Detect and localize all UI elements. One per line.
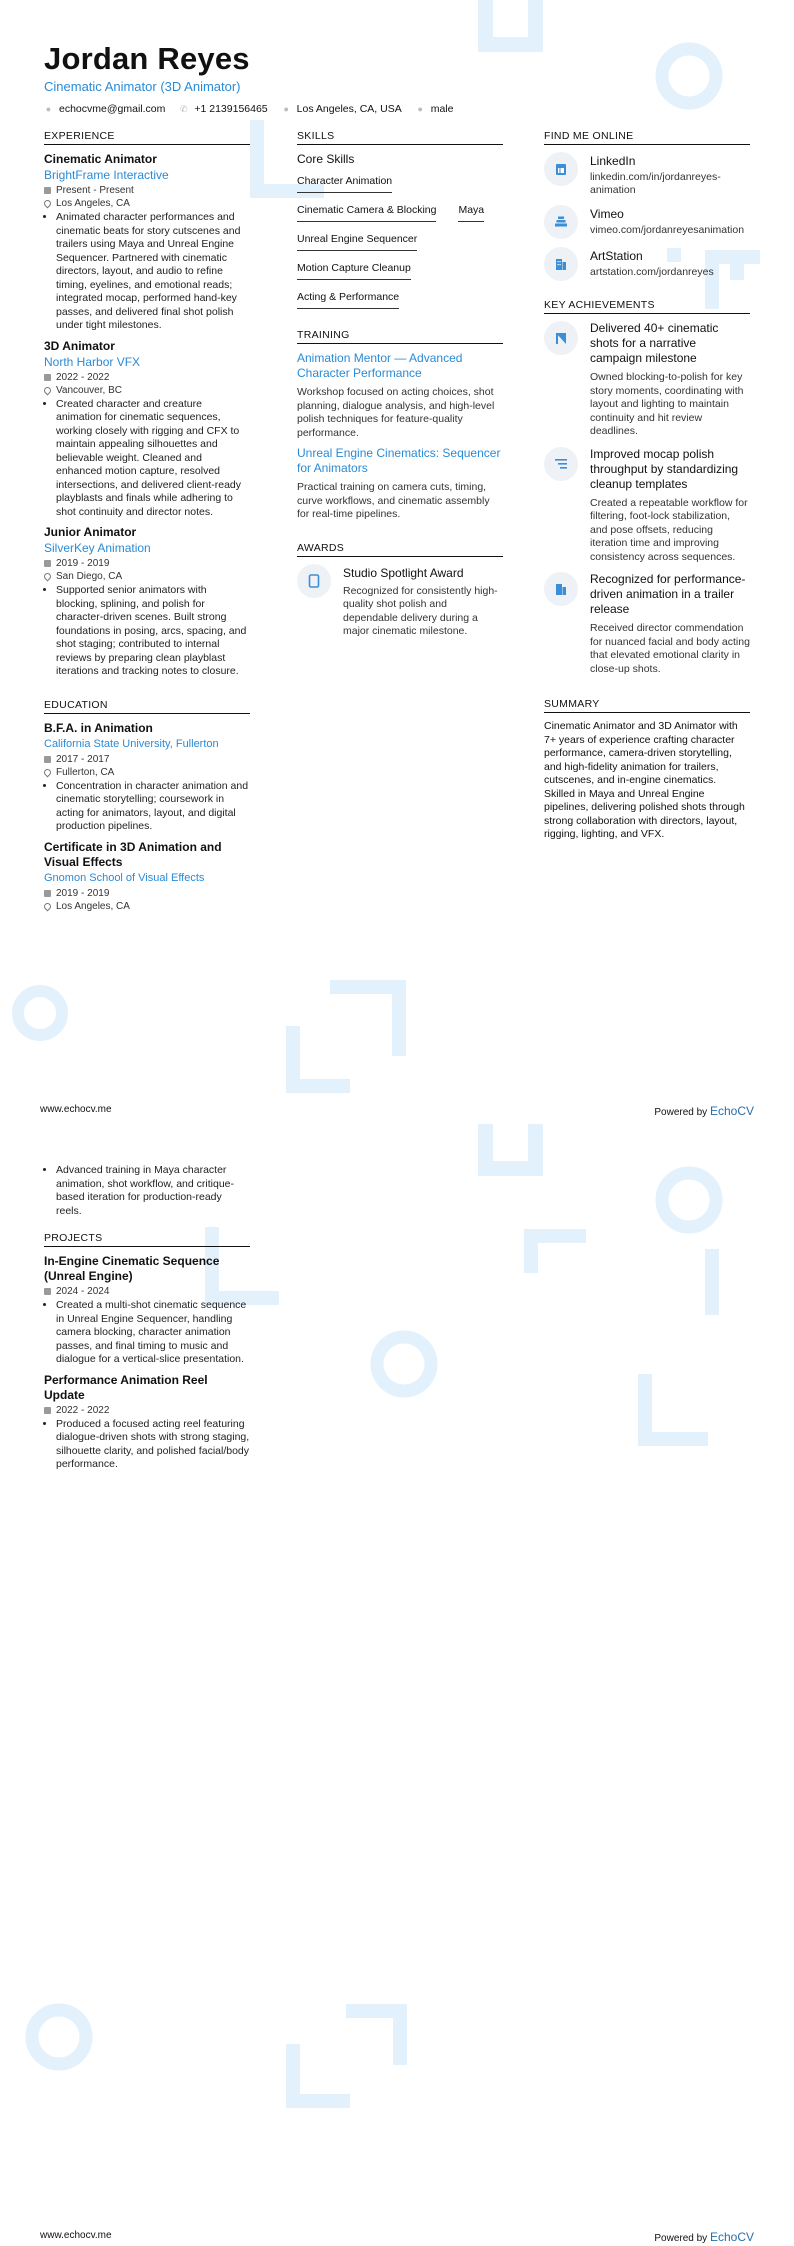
job-title: 3D Animator <box>44 338 115 353</box>
online-name: LinkedIn <box>590 154 636 168</box>
job-location <box>44 198 250 209</box>
artstation-icon <box>544 247 578 281</box>
middle-column <box>297 130 503 639</box>
contact-email[interactable] <box>44 103 165 115</box>
section-title-training: TRAINING <box>297 329 503 344</box>
online-name: Vimeo <box>590 207 624 221</box>
school-name: California State University, Fullerton <box>44 737 219 750</box>
footer-site-link[interactable]: www.echocv.me <box>40 2230 112 2241</box>
project-dates <box>44 1405 250 1416</box>
location-pin-icon <box>43 199 53 209</box>
job-bullet: • Supported senior animators with blocking, splining, and polish for character-driven scenes. Built strong foundations in posing, arcs, spacing, and shot staging; contributed to internal reviews by preparing clean playblast iterations and tracking notes to closure. <box>56 584 250 679</box>
footer-site-link[interactable]: www.echocv.me <box>40 1104 112 1115</box>
skill-row <box>297 288 503 309</box>
email-text: echocvme@gmail.com <box>59 103 166 115</box>
company-name: North Harbor VFX <box>44 354 141 369</box>
skill-tag: Acting & Performance <box>297 288 399 309</box>
company-name: SilverKey Animation <box>44 541 151 555</box>
section-title-achievements: KEY ACHIEVEMENTS <box>544 299 750 314</box>
job-bullets <box>44 211 250 333</box>
experience-item <box>44 339 250 520</box>
dates-text: 2019 - 2019 <box>56 887 110 899</box>
calendar-icon <box>44 1407 51 1414</box>
phone-icon: ✆ <box>180 103 188 114</box>
project-item <box>44 1254 250 1367</box>
location-pin-icon <box>43 767 53 777</box>
dates-text: 2017 - 2017 <box>56 753 110 765</box>
right-column <box>544 130 750 842</box>
project-bullets <box>44 1418 250 1472</box>
school-name: Gnomon School of Visual Effects <box>44 871 205 884</box>
resume-header <box>44 40 750 115</box>
education-location <box>44 901 250 912</box>
phone-text: +1 2139156465 <box>194 103 268 115</box>
skill-tag: Character Animation <box>297 172 392 193</box>
skill-row <box>297 230 503 251</box>
training-title: Unreal Engine Cinematics: Sequencer for Animators <box>297 446 501 475</box>
education-bullet: • Advanced training in Maya character animation, shot workflow, and critique-based iteration for production-ready reels. <box>56 1164 250 1218</box>
job-bullets <box>44 584 250 679</box>
project-bullets <box>44 1299 250 1367</box>
experience-item <box>44 525 250 679</box>
linkedin-icon <box>544 152 578 186</box>
building-icon <box>544 572 578 606</box>
achievement-item <box>544 321 750 439</box>
skill-row <box>297 201 503 222</box>
skill-tag: Maya <box>458 201 484 222</box>
online-url: artstation.com/jordanreyes <box>590 266 714 278</box>
location-text: Los Angeles, CA, USA <box>296 103 402 115</box>
job-location <box>44 385 250 396</box>
brand-name[interactable]: EchoCV <box>709 2230 754 2244</box>
achievement-item <box>544 447 750 565</box>
summary-text: Cinematic Animator and 3D Animator with 7+ years of experience crafting character performance, camera-driven storytelling, and high-fidelity animation for trailers, cutscenes, and in-engine cinematics. Skilled in Maya and Unreal Engine pipelines, delivering polished shots through strong collaboration with directors, layout, rigging, lighting, and VFX. <box>544 720 745 840</box>
calendar-icon <box>44 187 51 194</box>
location-text: Fullerton, CA <box>56 766 115 778</box>
vimeo-icon <box>544 205 578 239</box>
award-description: Recognized for consistently high-quality shot polish and dependable delivery during a major cinematic milestone. <box>343 584 498 637</box>
job-dates <box>44 558 250 569</box>
dates-text: 2022 - 2022 <box>56 371 110 383</box>
award-title: Studio Spotlight Award <box>343 565 464 580</box>
powered-by <box>654 1104 754 1118</box>
skills-heading: Core Skills <box>297 152 355 166</box>
job-dates <box>44 372 250 383</box>
section-title-awards: AWARDS <box>297 542 503 557</box>
education-dates <box>44 888 250 899</box>
online-link-artstation[interactable] <box>544 247 750 281</box>
contact-gender <box>416 103 454 115</box>
dates-text: 2024 - 2024 <box>56 1286 110 1297</box>
calendar-icon <box>44 560 51 567</box>
training-description: Practical training on camera cuts, timing, curve workflows, and cinematic assembly for real-time pipelines. <box>297 481 490 520</box>
powered-by-text: Powered by <box>654 1107 708 1118</box>
flag-icon <box>544 321 578 355</box>
candidate-role: Cinematic Animator (3D Animator) <box>44 79 241 94</box>
section-title-education: EDUCATION <box>44 699 250 714</box>
location-text: Los Angeles, CA <box>56 198 130 209</box>
job-bullet: • Animated character performances and cinematic beats for story cutscenes and trailers using Maya and Unreal Engine Sequencer. Partnered with cinematic directors, layout, and audio to refine timing, eyelines, and emotional reads; integrated mocap, performed hand-key passes, and delivered final shot polish under tight milestones. <box>56 211 250 333</box>
powered-by-text: Powered by <box>654 2233 708 2244</box>
online-link-linkedin[interactable] <box>544 152 750 197</box>
education-location <box>44 767 250 778</box>
job-location <box>44 571 250 582</box>
left-column <box>44 130 250 912</box>
dates-text: Present - Present <box>56 185 134 196</box>
achievement-title: Improved mocap polish throughput by standardizing cleanup templates <box>590 446 739 491</box>
project-bullet: • Produced a focused acting reel featuring dialogue-driven shots with strong staging, silhouette clarity, and polished facial/body performance. <box>56 1418 250 1472</box>
calendar-icon <box>44 1288 51 1295</box>
location-pin-icon <box>43 385 53 395</box>
skill-tag: Motion Capture Cleanup <box>297 259 411 280</box>
achievement-description: Created a repeatable workflow for filtering, foot-lock stabilization, and pose offsets, reducing iteration time and improving consistency across sequences. <box>590 496 748 563</box>
award-item <box>297 564 503 639</box>
education-item <box>44 840 250 912</box>
powered-by <box>654 2230 754 2244</box>
training-description: Workshop focused on acting choices, shot planning, dialogue analysis, and high-level polish techniques for feature-quality performance. <box>297 386 495 439</box>
company-name: BrightFrame Interactive <box>44 168 169 182</box>
skill-tag: Cinematic Camera & Blocking <box>297 201 436 222</box>
person-icon: ● <box>417 103 423 114</box>
calendar-icon <box>44 756 51 763</box>
job-bullet: • Created character and creature animation for cinematic sequences, working closely with rigging and CFX to maintain appealing silhouettes and believable weight. Cleaned and enhanced motion capture, resolved intersections, and delivered client-ready playblasts and finals while adhering to shot continuity and director notes. <box>56 398 250 520</box>
section-title-projects: PROJECTS <box>44 1232 250 1247</box>
page-footer <box>40 2230 754 2244</box>
project-title: Performance Animation Reel Update <box>44 1372 208 1402</box>
gender-text: male <box>430 103 454 115</box>
project-dates <box>44 1286 250 1297</box>
contact-location <box>282 103 402 115</box>
dates-text: 2019 - 2019 <box>56 558 110 569</box>
section-title-summary: SUMMARY <box>544 698 750 713</box>
lines-icon <box>544 447 578 481</box>
skill-tag: Unreal Engine Sequencer <box>297 230 417 251</box>
email-icon: ● <box>45 103 52 114</box>
degree-title: Certificate in 3D Animation and Visual Effects <box>44 839 222 869</box>
degree-title: B.F.A. in Animation <box>44 720 153 735</box>
project-bullet: • Created a multi-shot cinematic sequence in Unreal Engine Sequencer, handling camera blocking, character animation passes, and final timing to music and dialogue for a vertical-slice presentation. <box>56 1299 250 1367</box>
location-icon: ● <box>283 103 289 114</box>
skill-row <box>297 259 503 280</box>
online-url: vimeo.com/jordanreyesanimation <box>590 224 745 236</box>
training-item <box>297 351 503 440</box>
candidate-name: Jordan Reyes <box>44 41 250 76</box>
project-item <box>44 1373 250 1472</box>
resume-page-2 <box>0 1124 794 2246</box>
section-title-skills: SKILLS <box>297 130 503 145</box>
education-bullets-continued <box>44 1164 250 1218</box>
section-title-experience: EXPERIENCE <box>44 130 250 145</box>
online-link-vimeo[interactable] <box>544 205 750 239</box>
training-title: Animation Mentor — Advanced Character Performance <box>297 351 463 380</box>
education-bullets <box>44 780 250 834</box>
location-text: Vancouver, BC <box>56 384 122 396</box>
achievement-title: Recognized for performance-driven animation in a trailer release <box>590 572 746 616</box>
location-text: San Diego, CA <box>56 571 123 582</box>
training-item <box>297 446 503 522</box>
calendar-icon <box>44 890 51 897</box>
project-title: In-Engine Cinematic Sequence (Unreal Engine) <box>44 1254 220 1283</box>
achievement-title: Delivered 40+ cinematic shots for a narrative campaign milestone <box>590 321 719 365</box>
online-name: ArtStation <box>590 249 643 263</box>
calendar-icon <box>44 374 51 381</box>
job-title: Junior Animator <box>44 525 137 539</box>
resume-page-1 <box>0 0 794 1122</box>
experience-item <box>44 152 250 333</box>
location-pin-icon <box>43 572 53 582</box>
achievement-description: Received director commendation for nuanced facial and body acting that elevated emotional clarity in close-up shots. <box>590 622 750 675</box>
achievement-description: Owned blocking-to-polish for key story moments, coordinating with layout and lighting to maintain continuity and hit review deadlines. <box>590 371 744 437</box>
page-footer <box>40 1104 754 1118</box>
contact-row <box>44 103 750 115</box>
brand-name[interactable]: EchoCV <box>709 1104 754 1118</box>
education-bullet: • Concentration in character animation and cinematic storytelling; coursework in acting for animators, layout, and digital production pipelines. <box>56 780 250 834</box>
job-title: Cinematic Animator <box>44 152 157 166</box>
contact-phone[interactable] <box>179 103 267 115</box>
award-icon <box>297 564 331 598</box>
achievement-item <box>544 572 750 676</box>
location-pin-icon <box>43 901 53 911</box>
education-dates <box>44 754 250 765</box>
page-2-left-column <box>44 1164 250 1478</box>
section-title-online: FIND ME ONLINE <box>544 130 750 145</box>
location-text: Los Angeles, CA <box>56 900 130 912</box>
job-bullets <box>44 398 250 520</box>
job-dates <box>44 185 250 196</box>
skill-row <box>297 172 503 193</box>
dates-text: 2022 - 2022 <box>56 1404 110 1416</box>
online-url: linkedin.com/in/jordanreyes-animation <box>590 171 721 196</box>
education-item <box>44 721 250 834</box>
